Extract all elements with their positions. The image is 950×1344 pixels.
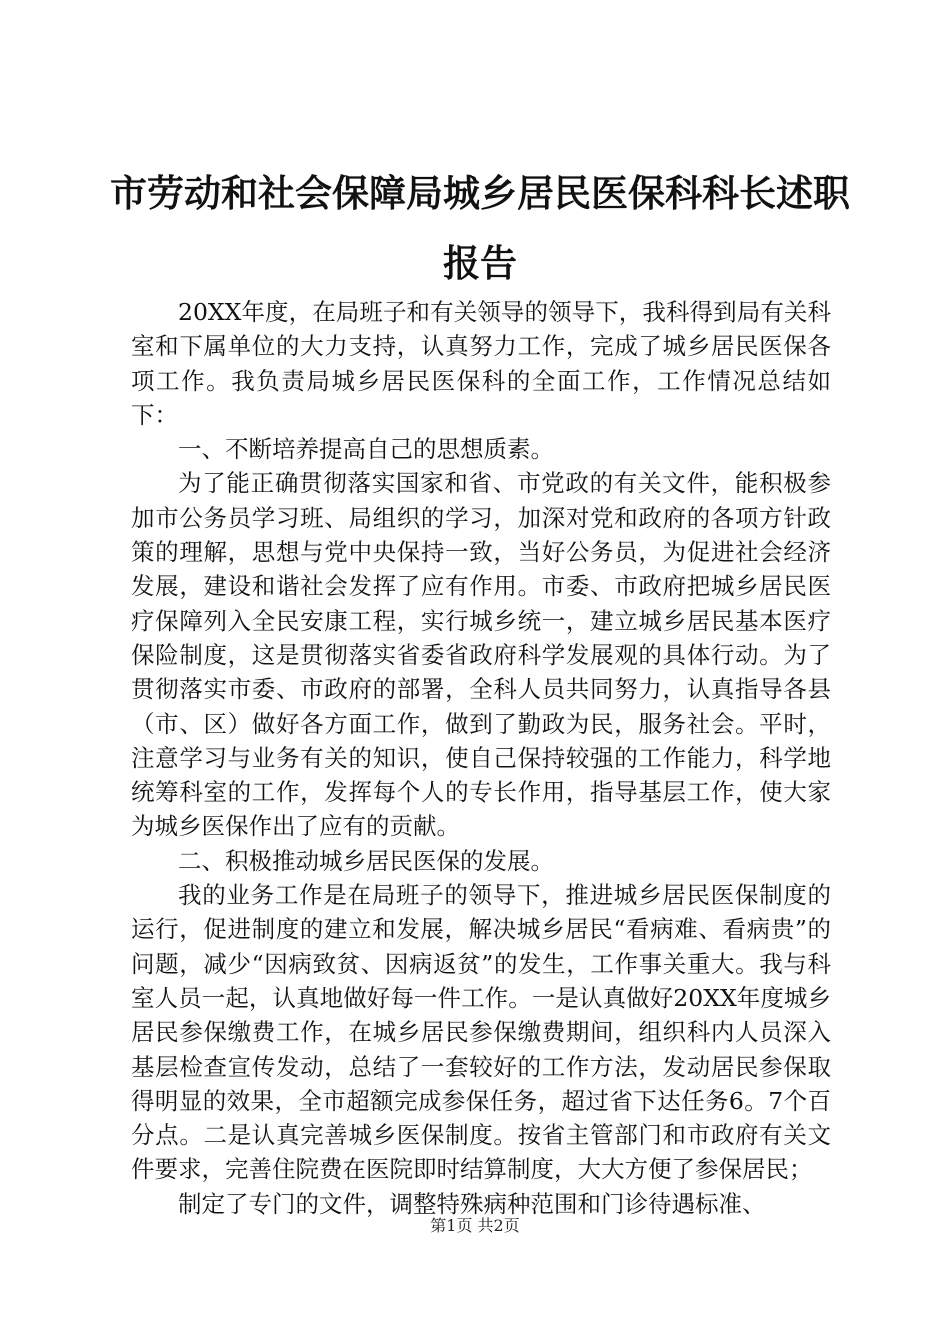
- document-title: 市劳动和社会保障局城乡居民医保科科长述职报告: [110, 171, 850, 285]
- paragraph-section-2: 我的业务工作是在局班子的领导下，推进城乡居民医保制度的运行，促进制度的建立和发展，解决城乡居民“看病难、看病贵”的问题，减少“因病致贫、因病返贫”的发生，工作事关重大。我与科室人员一起，认真地做好每一件工作。一是认真做好20XX年度城乡居民参保缴费工作，在城乡居民参保缴费期间，组织科内人员深入基层检查宣传发动，总结了一套较好的工作方法，发动居民参保取得明显的效果，全市超额完成参保任务，超过省下达任务6。7个百分点。二是认真完善城乡医保制度。按省主管部门和市政府有关文件要求，完善住院费在医院即时结算制度，大大方便了参保居民；: [131, 881, 831, 1184]
- document-body: [131, 295, 831, 1221]
- paragraph-section-1: 为了能正确贯彻落实国家和省、市党政的有关文件，能积极参加市公务员学习班、局组织的学习，加深对党和政府的各项方针政策的理解，思想与党中央保持一致，当好公务员，为促进社会经济发展，建设和谐社会发挥了应有作用。市委、市政府把城乡居民医疗保障列入全民安康工程，实行城乡统一，建立城乡居民基本医疗保险制度，这是贯彻落实省委省政府科学发展观的具体行动。为了贯彻落实市委、市政府的部署，全科人员共同努力，认真指导各县（市、区）做好各方面工作，做到了勤政为民，服务社会。平时，注意学习与业务有关的知识，使自己保持较强的工作能力，科学地统筹科室的工作，发挥每个人的专长作用，指导基层工作，使大家为城乡医保作出了应有的贡献。: [131, 469, 831, 841]
- paragraph-intro: 20XX年度，在局班子和有关领导的领导下，我科得到局有关科室和下属单位的大力支持，认真努力工作，完成了城乡居民医保各项工作。我负责局城乡居民医保科的全面工作，工作情况总结如下：: [131, 298, 831, 429]
- paragraph-continued: 制定了专门的文件，调整特殊病种范围和门诊待遇标准、: [178, 1189, 766, 1218]
- section-heading-1: 一、不断培养提高自己的思想质素。: [178, 435, 554, 464]
- page-footer: 第1页 共2页: [430, 1216, 520, 1235]
- section-heading-2: 二、积极推动城乡居民医保的发展。: [178, 846, 554, 875]
